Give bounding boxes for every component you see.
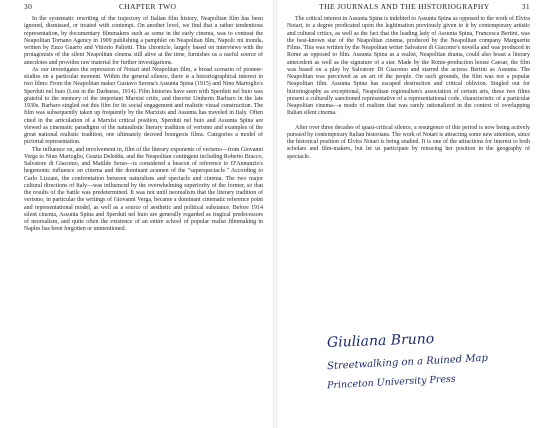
handwritten-note-title: Streetwalking on a Ruined Map bbox=[326, 352, 489, 373]
left-paragraph: The influence on, and involvement in, film of the literary exponents of verismo—from Giovanni Verga to Nino Martoglio, Grazia Deledda, and the Neapolitan contingent including Roberto Bracco, Salvatore di Giacomo, and Matilde Serao—is considered a beacon of reference to D'Annunzio's hegemonic influence on cinema and the dominant acumen of the "superspectacle." According to Carlo Lizzani, the confrontation between naturalism and spectacle and cinema. The two major cultural directions of Italy—was influenced by the overwhelming superiority of the former, so that the results of the battle was predetermined. It was not until neorealism that the literary tradition of verismo, in particular the writings of Giovanni Verga, became a dominant cinematic reference point and representational model, as well as a source of aesthetic and political substance. Before 1914 silent cinema, Assunta Spina and Sperduti nel buio are generally regarded as tragical predecessors of neorealism, and quite often the existence of an entire school of popular realist filmmaking in Naples has been forgotten or unmentioned. bbox=[24, 146, 263, 233]
right-section-title: THE JOURNALS AND THE HISTORIOGRAPHY bbox=[319, 2, 490, 11]
left-chapter-title: CHAPTER TWO bbox=[118, 2, 177, 11]
left-paragraph: As our investigates the repression of Notari and Neapolitan film, a broad scenario of pioneer-studies on a particular moment. Within the general silence, there is a historiographical interest in two films: From the Neapolitan maker Gustavo Serena's Assunta Spina (1915) and Nino Martoglio's Sperduti nel buio (Lost in the Darkness, 1914). Film histories have seen with Sperduti nel buio was grateful to the memory of the important Marxist critic, and theorist Umberto Barbaro in the late 1930s. Barbaro singled out this film for its social engagement and realistic visual construction. The film was subsequently taken up frequently by the Marxists and Assunta has traveled in Italy. Often cited in the articulation of a Marxist critical position, Sperduti nel buio and Assunta Spina are viewed as cinematic paradigms of the naturalistic literary tradition of verismo and examples of the great national realistic tradition, one ultimately decreed bourgeois films. Categories a model of pictorial representation. bbox=[24, 66, 263, 146]
right-page-number: 31 bbox=[521, 2, 530, 11]
left-running-head bbox=[24, 2, 263, 16]
handwritten-note-publisher: Princeton University Press bbox=[326, 373, 457, 392]
left-paragraph: In the systematic rewriting of the trajectory of Italian film history, Neapolitan film has been ignored, dismissed, or treated with contempt. On another level, we find that a rather tendentious representation, by documentary filmmakers such as some in the early cinema, was to contrast the Neapolitan Tornano Agency in 1909 publishing a pamphlet on Neapolitan film, Napoli: mi inonda, written by Enzo Guarro and Vittorio Paliotti. This chronicle, largely based on interviews with the protagonists of the silent Neapolitan cinema still alive at the time, furnishes us a useful source of anecdotes and provides raw material for further investigations. bbox=[24, 16, 263, 66]
right-body-text bbox=[287, 16, 530, 161]
right-paragraph: The critical interest in Assunta Spina is indebted to Assunta Spina as opposed to the work of Elvira Notari, to a degree predicated upon the legitimation previously given to it by contemporary artistic and cultural critics, as well as the fact that the leading lady of Assunta Spina, Francesca Bertini, was the best-known star of the Neapolitan cinema, produced by the Neapolitan company Marguerite Films. This was written by the Neapolitan writer Salvatore di Giacomo's novella and was produced in Rome as opposed to film. Assunta Spina as a realist, Neapolitan drama, could also boast a literary antecedent as well as the signature of a star. Made by the Rome-production house Caesar, the film was based on a play by Salvatore Di Giacomo and starred the actress Bertini as Assunta. The Neapolitan was perceived as an art of the people. On such grounds, the film was not a popular Neapolitan film. Assunta Spina has escaped destruction and critical oblivion. Singled out for historiography as exceptional, Neapolitan regionalism's association of certain arts, these two films present a culturally sanctioned representative of a representational code, characteristic of a particular Neapolitan cinema—a mode of realism that was rarely rationalized in the context of overlapping Italian silent cinema. bbox=[287, 16, 530, 117]
left-body-text bbox=[24, 16, 263, 234]
right-page bbox=[275, 0, 550, 428]
right-paragraph: After over three decades of quasi-critical silence, a resurgence of this period is now being actively pursued by contemporary Italian historians. The work of Notari is attracting some new attention, since the historical position of Elvira Notari is being studied. It is one of the attractions for interest to both scholars and film-makers, but let us participate by retracing her position in the geography of spectacle. bbox=[287, 124, 530, 160]
handwritten-signature: Giuliana Bruno bbox=[326, 331, 435, 351]
right-running-head bbox=[287, 2, 530, 16]
left-page-number: 30 bbox=[24, 2, 33, 11]
